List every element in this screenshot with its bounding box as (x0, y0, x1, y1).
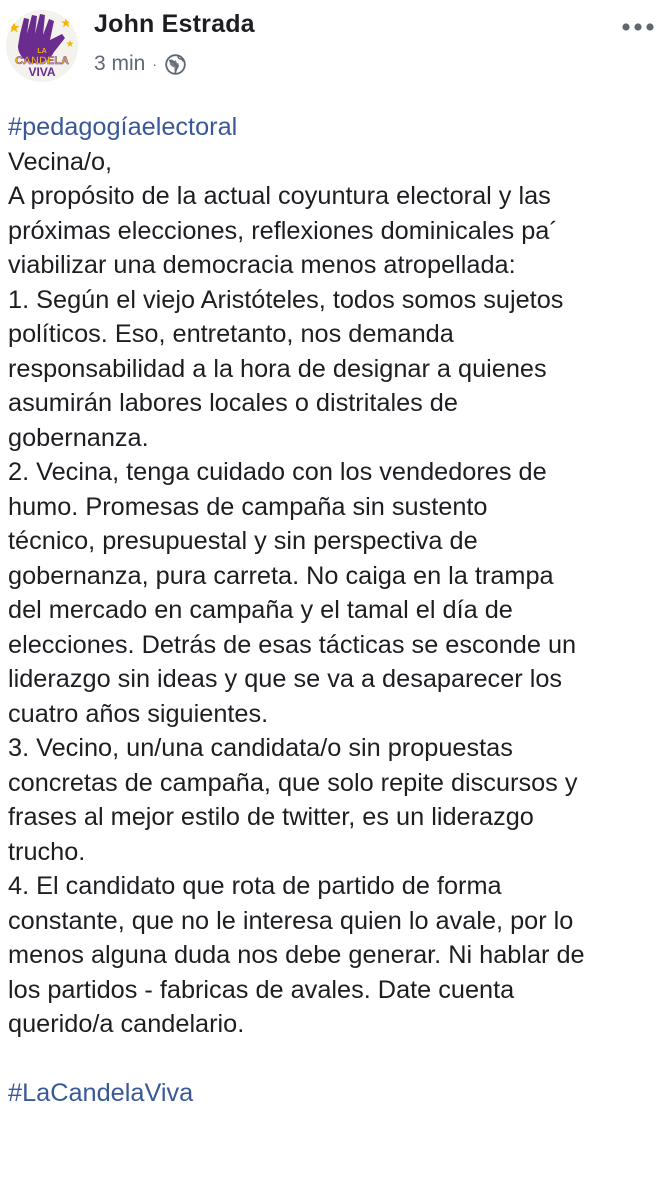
more-options-button[interactable] (618, 14, 658, 40)
more-horizontal-icon (620, 22, 656, 32)
avatar-text-la: LA (37, 48, 47, 55)
post-text-line: 1. Según el viejo Aristóteles, todos somos sujetos (8, 285, 564, 314)
globe-icon (165, 54, 186, 75)
avatar-text-viva: VIVA (28, 65, 56, 79)
meta-separator: · (152, 56, 158, 72)
post-text-line: gobernanza. (8, 423, 149, 452)
post-meta (94, 52, 186, 76)
post-text-line: los partidos - fabricas de avales. Date cuenta (8, 975, 515, 1004)
post-header (0, 0, 666, 100)
post-text-line: A propósito de la actual coyuntura electoral y las (8, 182, 551, 210)
post-text-line: responsabilidad a la hora de designar a quienes (8, 354, 547, 383)
post-text-line: liderazgo sin ideas y que se va a desaparecer los (8, 665, 563, 693)
post-text-line: Vecina/o, (8, 147, 113, 176)
post-text-line: políticos. Eso, entretanto, nos demanda (8, 320, 454, 348)
post-text-line: elecciones. Detrás de esas tácticas se esconde un (8, 630, 577, 659)
post-text-line: frases al mejor estilo de twitter, es un liderazgo (8, 803, 534, 831)
post-body (8, 110, 662, 1111)
post-text-line: concretas de campaña, que solo repite discursos y (8, 768, 578, 797)
post-text-line: constante, que no le interesa quien lo avale, por lo (8, 906, 574, 935)
post-text-line: del mercado en campaña y el tamal el día de (8, 596, 513, 624)
post-text-line: viabilizar una democracia menos atropellada: (8, 251, 516, 279)
post-text-line: 2. Vecina, tenga cuidado con los vendedores de (8, 458, 547, 486)
author-name[interactable]: John Estrada (94, 10, 255, 38)
post-text-line: próximas elecciones, reflexiones dominicales pa´ (8, 216, 558, 245)
avatar-logo (6, 10, 78, 82)
hashtag-lacandelaviva[interactable]: #LaCandelaViva (8, 1079, 194, 1107)
post-text (8, 145, 662, 1042)
post-text-line: cuatro años siguientes. (8, 699, 269, 728)
post-text-line: trucho. (8, 837, 86, 866)
avatar-text-candela: CANDELA (15, 55, 69, 67)
post-text-line: asumirán labores locales o distritales de (8, 389, 458, 417)
post-text-line: 4. El candidato que rota de partido de forma (8, 872, 502, 900)
blank-line (8, 1042, 662, 1077)
post-text-line: gobernanza, pura carreta. No caiga en la trampa (8, 561, 554, 590)
post-text-line: 3. Vecino, un/una candidata/o sin propuestas (8, 734, 513, 762)
post-text-line: técnico, presupuestal y sin perspectiva de (8, 527, 478, 555)
post-text-line: querido/a candelario. (8, 1010, 245, 1038)
post-text-line: humo. Promesas de campaña sin sustento (8, 492, 488, 521)
post-text-line: menos alguna duda nos debe generar. Ni hablar de (8, 941, 585, 969)
avatar[interactable] (6, 10, 78, 82)
hashtag-pedagogiaelectoral[interactable]: #pedagogíaelectoral (8, 113, 238, 141)
post-timestamp[interactable]: 3 min (94, 52, 146, 75)
